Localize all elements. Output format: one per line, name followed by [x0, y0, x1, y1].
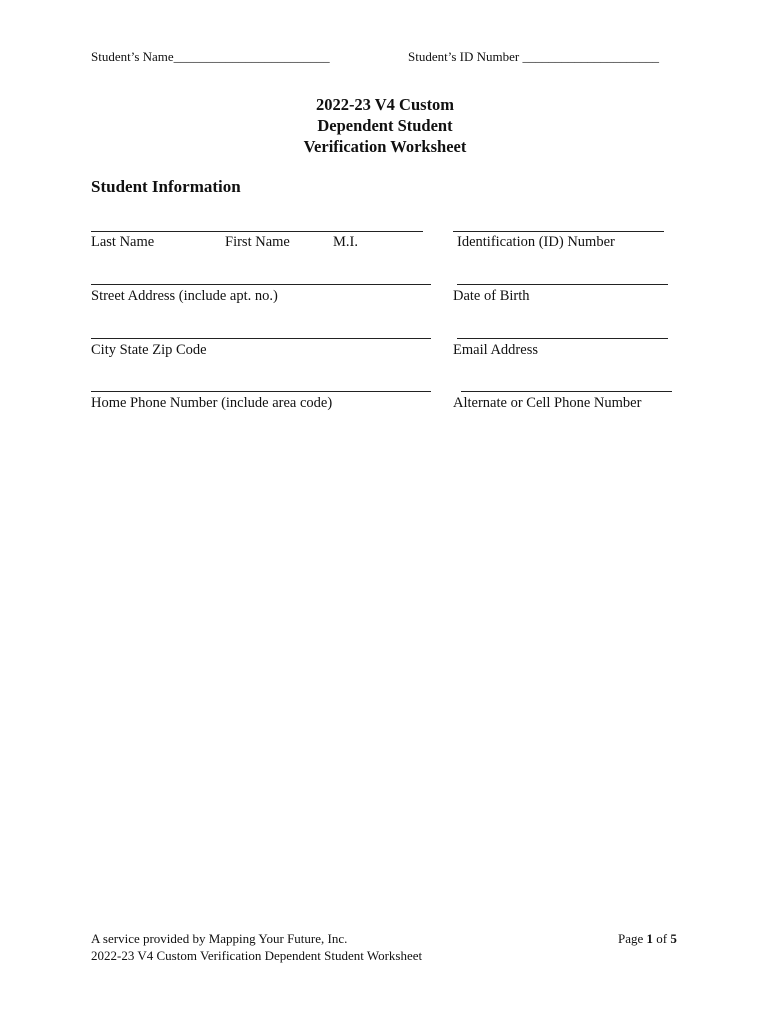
page-title — [0, 94, 770, 157]
last-name-label: Last Name — [91, 234, 155, 250]
title-line-2: Dependent Student — [317, 116, 453, 135]
home-phone-line[interactable] — [91, 391, 431, 392]
street-address-line[interactable] — [91, 284, 431, 285]
alt-phone-line[interactable] — [461, 391, 672, 392]
title-line-3: Verification Worksheet — [303, 137, 467, 156]
first-name-label: First Name — [225, 234, 290, 250]
date-of-birth-line[interactable] — [457, 284, 668, 285]
page-number — [618, 930, 677, 947]
name-line[interactable] — [91, 231, 423, 232]
section-heading: Student Information — [91, 177, 241, 196]
title-line-1: 2022-23 V4 Custom — [315, 95, 455, 114]
email-line[interactable] — [457, 338, 668, 339]
page-total: 5 — [670, 931, 677, 946]
student-id-header: Student’s ID Number _____________________ — [408, 49, 659, 64]
city-state-zip-label: City State Zip Code — [91, 342, 207, 358]
footer-provider: A service provided by Mapping Your Future, Inc. — [91, 931, 348, 946]
street-address-label: Street Address (include apt. no.) — [91, 288, 278, 304]
student-name-header: Student’s Name________________________ — [91, 49, 330, 64]
page-prefix: Page — [618, 931, 644, 946]
page-current: 1 — [646, 931, 654, 946]
footer-left — [91, 930, 422, 964]
city-state-zip-line[interactable] — [91, 338, 431, 339]
alt-phone-label: Alternate or Cell Phone Number — [453, 395, 642, 411]
footer-doc-name: 2022-23 V4 Custom Verification Dependent Student Worksheet — [91, 948, 423, 963]
id-number-line[interactable] — [453, 231, 664, 232]
id-number-label: Identification (ID) Number — [457, 234, 615, 250]
page-of: of — [656, 931, 668, 946]
date-of-birth-label: Date of Birth — [453, 288, 530, 304]
home-phone-label: Home Phone Number (include area code) — [91, 395, 333, 411]
middle-initial-label: M.I. — [333, 234, 358, 250]
email-label: Email Address — [453, 342, 538, 358]
